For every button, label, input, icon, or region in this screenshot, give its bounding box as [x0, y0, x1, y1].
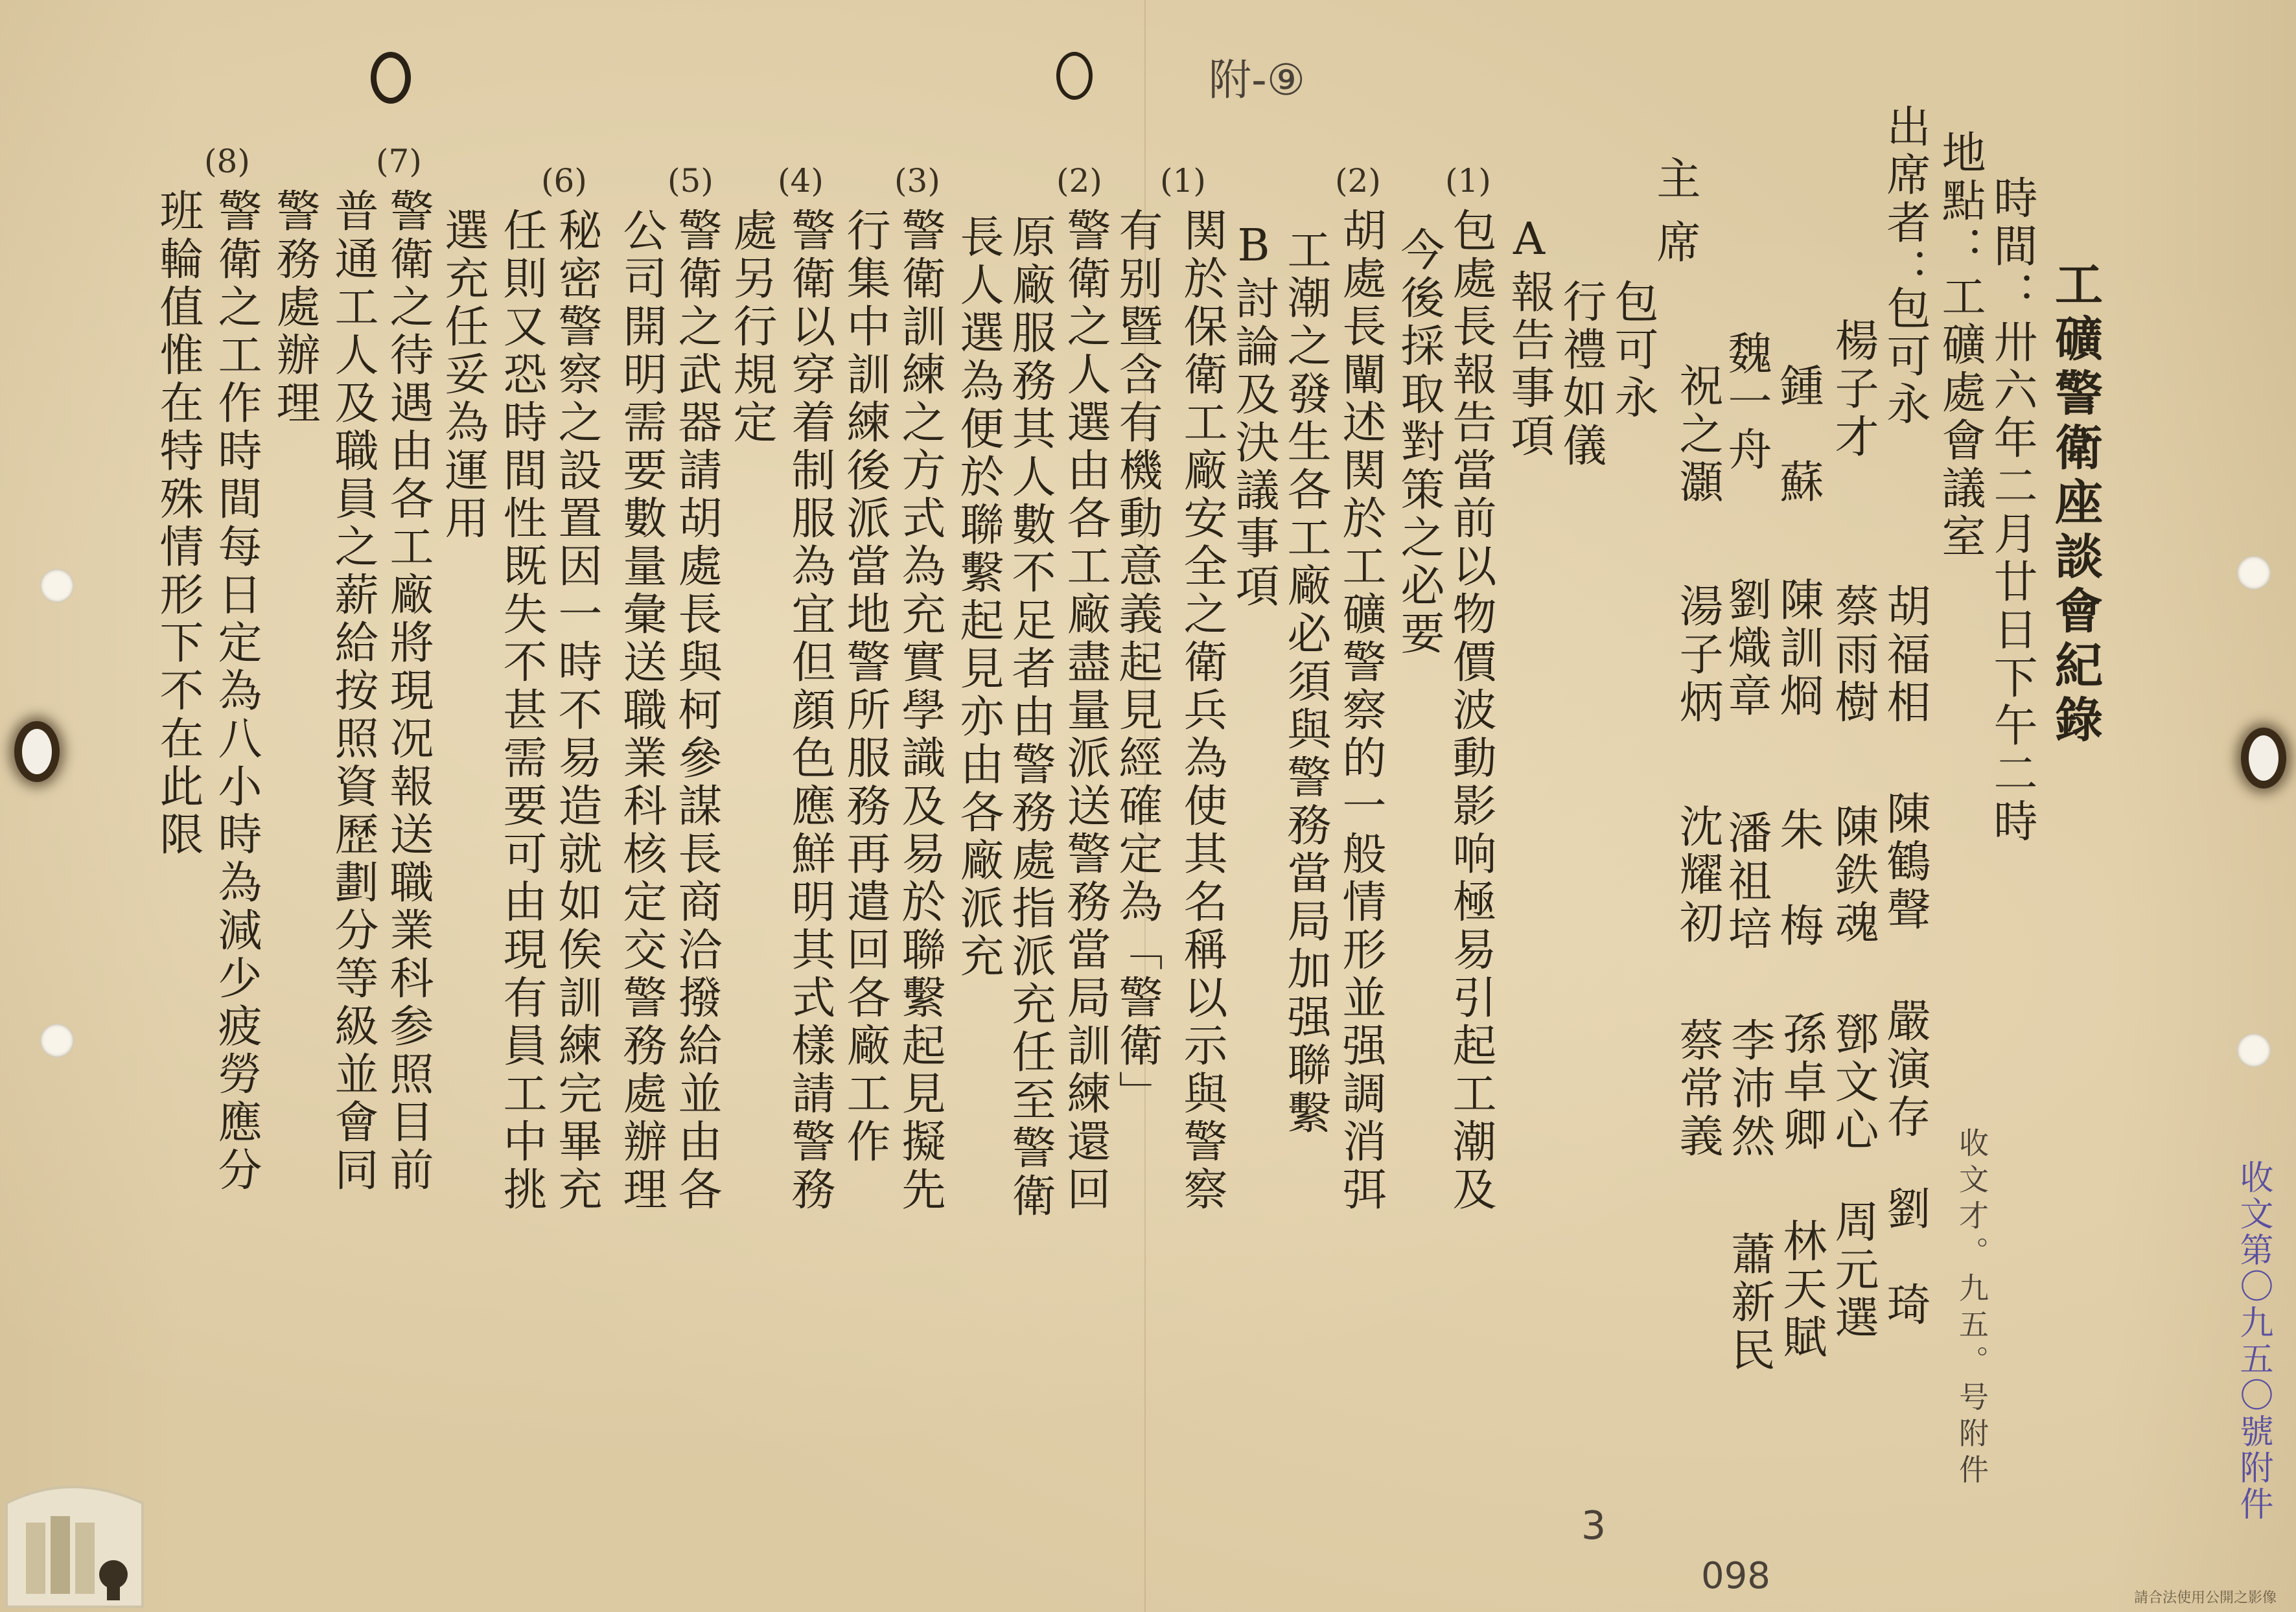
section-b-item-number: (2) — [1056, 162, 1102, 200]
section-b-item-number: (6) — [541, 162, 587, 200]
meeting-place: 地點：工礦處會議室 — [1934, 130, 1986, 561]
attendee-name: 朱 梅 — [1772, 807, 1824, 950]
section-b-item-number: (1) — [1160, 162, 1206, 200]
section-b-item-line: 警衛訓練之方式為充實學識及易於聯繫起見擬先 — [894, 207, 945, 1214]
section-a-heading: A報告事項 — [1503, 214, 1555, 461]
attendee-name: 潘祖培 — [1721, 810, 1772, 954]
punch-hole-left-2 — [40, 1024, 74, 1057]
ink-circle-mark-left — [371, 52, 411, 104]
archive-logo — [0, 1477, 149, 1612]
section-a-item-line: 包處長報告當前以物價波動影响極易引起工潮及 — [1445, 207, 1496, 1214]
attendee-name: 陳鉄魂 — [1827, 803, 1879, 947]
section-b-item-line: 警衛之待遇由各工廠將現况報送職業科参照目前 — [382, 188, 434, 1195]
attendee-name: 鄧文心 — [1827, 1011, 1879, 1155]
section-b-item-line: 有别暨含有機動意義起見經確定為「警衛」 — [1111, 207, 1163, 1118]
attendee-name: 孫卓卿 — [1776, 1011, 1827, 1155]
section-b-item-line: 秘密警察之設置因一時不易造就如俟訓練完畢充 — [551, 207, 602, 1214]
attendee-name: 楊子才 — [1827, 317, 1879, 461]
burn-mark-right — [2249, 735, 2279, 781]
section-b-item-line: 班輪值惟在特殊情形下不在此限 — [152, 188, 203, 859]
section-b-item-line: 警衛之工作時間每日定為八小時為減少疲勞應分 — [211, 188, 262, 1195]
attendee-name: 蔡雨樹 — [1827, 583, 1879, 727]
section-b-heading: B討論及決議事項 — [1228, 220, 1279, 611]
attendee-name: 祝之灝 — [1672, 363, 1723, 507]
punch-hole-right-1 — [2237, 556, 2271, 590]
section-b-item-number: (7) — [376, 143, 422, 180]
attendee-name: 李沛然 — [1724, 1017, 1775, 1161]
attendee-name: 鍾 蘇 — [1772, 363, 1824, 507]
meeting-time: 時間：卅六年二月廿日下午二時 — [1986, 175, 2037, 846]
section-b-item-line: 警衛以穿着制服為宜但顔色應鮮明其式樣請警務 — [784, 207, 835, 1214]
section-b-item-line: 選充任妥為運用 — [437, 207, 489, 543]
annex-label: 附-⑨ — [1209, 55, 1305, 105]
attendee-name: 魏一舟 — [1721, 330, 1772, 474]
punch-hole-left-1 — [40, 569, 74, 603]
attendee-name: 嚴演存 — [1879, 998, 1931, 1142]
punch-hole-right-2 — [2237, 1033, 2271, 1067]
attendee-name: 蕭新民 — [1724, 1231, 1775, 1375]
attendee-name: 陳訓烱 — [1772, 577, 1824, 720]
attendee-name: 劉 琦 — [1879, 1186, 1931, 1330]
section-b-item-line: 普通工人及職員之薪給按照資歷劃分等級並會同 — [327, 188, 378, 1195]
section-b-item-line: 公司開明需要數量彙送職業科核定交警務處辦理 — [616, 207, 667, 1214]
section-b-item-number: (4) — [778, 162, 824, 200]
attendee-name: 蔡常義 — [1672, 1017, 1723, 1161]
section-b-item-line: 警衛之人選由各工廠盡量派送警務當局訓練還回 — [1060, 207, 1111, 1214]
attendee-name: 沈耀初 — [1672, 803, 1723, 947]
attendee-name: 周元選 — [1827, 1199, 1879, 1342]
section-a-item-number: (1) — [1445, 162, 1491, 200]
chair-label: 主席 — [1649, 155, 1700, 282]
section-b-item-line: 原廠服務其人數不足者由警務處指派充任至警衛 — [1004, 214, 1056, 1221]
section-b-item-line: 長人選為便於聯繫起見亦由各廠派充 — [953, 214, 1004, 981]
receipt-stamp: 收文第〇九五〇號附件 — [2234, 1160, 2273, 1523]
section-b-item-line: 警務處辦理 — [269, 188, 320, 428]
section-b-item-line: 任則又恐時間性既失不甚需要可由現有員工中挑 — [496, 207, 547, 1214]
receipt-note: 收文才。九五。号附件 — [1954, 1127, 1989, 1490]
chair-name: 包可永 — [1607, 279, 1658, 422]
attendee-name: 林天賦 — [1776, 1218, 1827, 1362]
attendee-name: 胡福相 — [1879, 583, 1931, 727]
attendee-name: 劉熾章 — [1721, 577, 1772, 720]
section-b-item-number: (3) — [894, 162, 940, 200]
attendee-name: 包可永 — [1879, 285, 1931, 429]
section-a-item-line: 工潮之發生各工廠必須與警務當局加强聯繫 — [1280, 227, 1331, 1138]
section-b-item-line: 警衛之武器請胡處長與柯參謀長商洽撥給並由各 — [671, 207, 722, 1214]
footer-note: 請合法使用公開之影像 — [2133, 1590, 2277, 1606]
ink-circle-mark-right — [1056, 52, 1093, 100]
section-b-item-line: 處另行規定 — [726, 207, 777, 447]
document-title: 工礦警衛座談會紀錄 — [2047, 259, 2103, 749]
folio-number: 098 — [1701, 1555, 1770, 1597]
section-b-item-number: (8) — [204, 143, 250, 180]
burn-mark-left — [22, 729, 52, 774]
section-b-item-line: 行集中訓練後派當地警所服務再遣回各廠工作 — [839, 207, 890, 1166]
attendees-label: 出席者： — [1879, 104, 1931, 295]
page-number: 3 — [1581, 1503, 1606, 1549]
ceremony-text: 行禮如儀 — [1555, 279, 1606, 470]
attendee-name: 陳鶴聲 — [1879, 790, 1931, 934]
section-a-item-line: 今後採取對策之必要 — [1393, 227, 1444, 658]
section-a-item-number: (2) — [1335, 162, 1381, 200]
attendee-name: 湯子炳 — [1672, 583, 1723, 727]
section-b-item-line: 関於保衛工廠安全之衛兵為使其名稱以示與警察 — [1176, 207, 1227, 1214]
section-a-item-line: 胡處長闡述関於工礦警察的一般情形並强調消弭 — [1335, 207, 1386, 1214]
section-b-item-number: (5) — [667, 162, 713, 200]
